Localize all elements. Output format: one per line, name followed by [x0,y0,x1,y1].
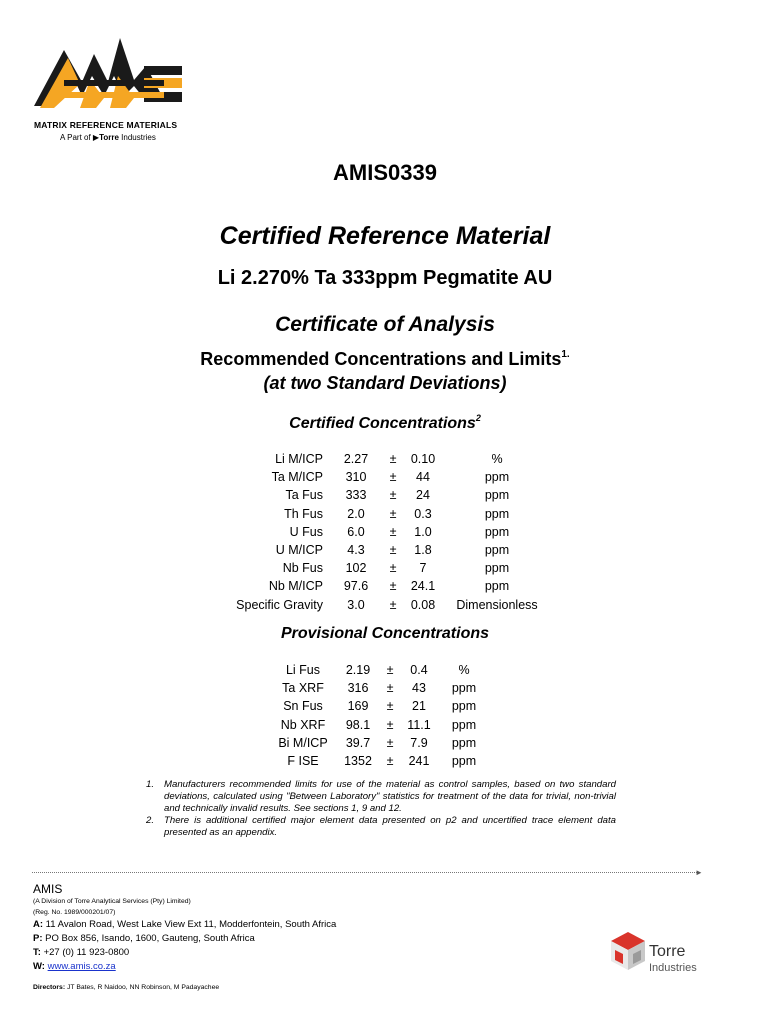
cell-value: 169 [347,699,369,714]
cell-analyte: Li Fus [285,663,321,677]
cell-err: 0.10 [410,452,436,466]
footnote-2: 2. There is additional certified major element data presented on p2 and uncertified trace element data presented as an appendix. [146,815,616,838]
footer-reg: (Reg. No. 1989/000201/07) [33,909,116,916]
cell-analyte: U M/ICP [275,543,323,558]
cell-pm: ± [389,543,397,558]
part-of-brand: Torre [99,133,119,142]
cell-err: 0.4 [410,663,428,677]
cell-unit: ppm [484,579,510,594]
cell-pm: ± [389,488,397,503]
table-row [229,505,545,523]
table-row [229,486,545,504]
cell-pm: ± [389,579,397,594]
cell-value: 1352 [344,754,372,769]
table-row [276,679,484,697]
cell-value: 102 [345,561,367,576]
table-row [229,468,545,486]
cell-err: 43 [412,681,426,696]
cell-value: 316 [347,681,369,696]
footnote-1: 1. Manufacturers recommended limits for use of the material as control samples, based on two standard deviations, calculated using "Between Laboratory" statistics for treatment of the data for trivial, non-trivial and technically invalid results. See sections 1, 9 and 12. [146,779,616,814]
cell-analyte: Specific Gravity [236,597,323,612]
cell-unit: ppm [451,717,477,732]
two-sd-subheading: (at two Standard Deviations) [263,373,507,393]
cell-pm: ± [389,561,397,576]
cell-analyte: Bi M/ICP [278,735,328,750]
certified-heading: Certified Concentrations$^2$ [289,413,481,432]
cell-pm: ± [386,663,394,677]
cell-pm: ± [389,506,397,521]
torre-name: Torre [649,943,686,960]
cell-unit: Dimensionless [456,597,538,612]
page-title: Certified Reference Material [219,222,551,250]
table-row [229,577,545,595]
cell-pm: ± [389,452,397,466]
table-row [276,734,484,752]
cell-analyte: Nb Fus [282,561,323,576]
cell-unit: % [491,452,503,466]
cell-unit: ppm [451,735,477,750]
play-icon: ▶ [92,133,100,142]
footnote-ref-1: 1. [561,349,570,360]
cell-err: 0.08 [410,597,436,612]
table-row [229,559,545,577]
cell-err: 7.9 [410,735,428,750]
footnotes [146,779,616,839]
cell-err: 11.1 [407,717,431,732]
cell-pm: ± [389,597,397,612]
footer-divider [32,872,697,873]
cell-value: 333 [345,488,367,503]
footer-division: (A Division of Torre Analytical Services (Pty) Limited) [33,898,191,905]
table-row [276,697,484,715]
cell-pm: ± [386,754,394,769]
website-link[interactable]: www.amis.co.za [47,961,116,972]
cell-err: 1.0 [414,524,432,539]
cell-err: 1.8 [414,543,432,558]
cell-unit: ppm [484,488,510,503]
cell-unit: ppm [484,506,510,521]
recommended-heading: Recommended Concentrations and Limits$^{1.}$ [200,349,570,369]
cell-analyte: F ISE [287,754,319,769]
footer-phone: T: +27 (0) 11 923-0800 [33,947,130,958]
material-description: Li 2.270% Ta 333ppm Pegmatite AU [217,267,553,289]
table-row [229,596,545,614]
cell-analyte: Nb XRF [280,717,326,732]
provisional-heading: Provisional Concentrations [280,625,490,642]
cell-analyte: Nb M/ICP [268,579,323,594]
part-of-suffix: Industries [121,133,156,142]
amis-logo-mark-icon [34,36,184,118]
cell-unit: ppm [451,681,477,696]
cell-unit: ppm [484,543,510,558]
cell-err: 7 [419,561,427,576]
cell-err: 241 [408,754,430,769]
cell-unit: ppm [484,561,510,576]
cell-unit: ppm [484,470,510,485]
cell-value: 97.6 [343,579,369,594]
torre-industries: Industries [649,962,697,974]
torre-logo [611,932,721,980]
logo-tagline: MATRIX REFERENCE MATERIALS [34,120,178,130]
document-code: AMIS0339 [333,160,437,185]
certified-table [229,450,545,614]
cell-pm: ± [386,699,394,714]
cell-value: 2.27 [343,452,369,466]
footer-directors: Directors: JT Bates, R Naidoo, NN Robinson, M Padayachee [33,984,220,991]
cell-err: 21 [412,699,426,714]
cell-unit: % [458,663,470,677]
footer-po-box: P: PO Box 856, Isando, 1600, Gauteng, South Africa [33,933,255,944]
cell-analyte: Th Fus [284,506,323,521]
torre-cube-icon [611,932,645,978]
cell-pm: ± [386,717,394,732]
cell-analyte: Sn Fus [283,699,323,714]
certificate-heading: Certificate of Analysis [275,313,495,336]
footnote-ref-2: 2 [475,413,481,423]
arrow-right-icon: ► [695,868,703,877]
cell-err: 24 [416,488,430,503]
footer-address: A: 11 Avalon Road, West Lake View Ext 11, Modderfontein, South Africa [33,919,337,930]
cell-value: 2.0 [347,506,365,521]
cell-value: 39.7 [345,735,371,750]
table-row [276,716,484,734]
cell-pm: ± [389,524,397,539]
cell-value: 2.19 [345,663,371,677]
cell-pm: ± [386,735,394,750]
cell-err: 0.3 [414,506,432,521]
cell-pm: ± [389,470,397,485]
amis-logo [30,36,200,148]
cell-analyte: U Fus [289,524,323,539]
cell-value: 310 [345,470,367,485]
cell-pm: ± [386,681,394,696]
footer-company: AMIS [33,882,63,896]
table-row [229,450,545,468]
part-of-prefix: A Part of [60,133,91,142]
table-row [229,541,545,559]
provisional-table [276,661,484,770]
cell-analyte: Ta XRF [282,681,324,696]
cell-value: 6.0 [347,524,365,539]
table-row [229,523,545,541]
cell-analyte: Ta Fus [285,488,323,503]
cell-err: 24.1 [410,579,436,594]
footer [33,882,337,991]
footer-web: W: www.amis.co.za [33,961,116,972]
cell-unit: ppm [451,699,477,714]
cell-value: 4.3 [347,543,365,558]
cell-unit: ppm [451,754,477,769]
cell-analyte: Ta M/ICP [271,470,323,485]
cell-value: 3.0 [347,597,365,612]
cell-value: 98.1 [345,717,371,732]
logo-part-of [60,133,156,142]
table-row [276,752,484,770]
table-row [276,661,484,679]
cell-unit: ppm [484,524,510,539]
cell-err: 44 [416,470,430,485]
cell-analyte: Li M/ICP [275,452,323,466]
